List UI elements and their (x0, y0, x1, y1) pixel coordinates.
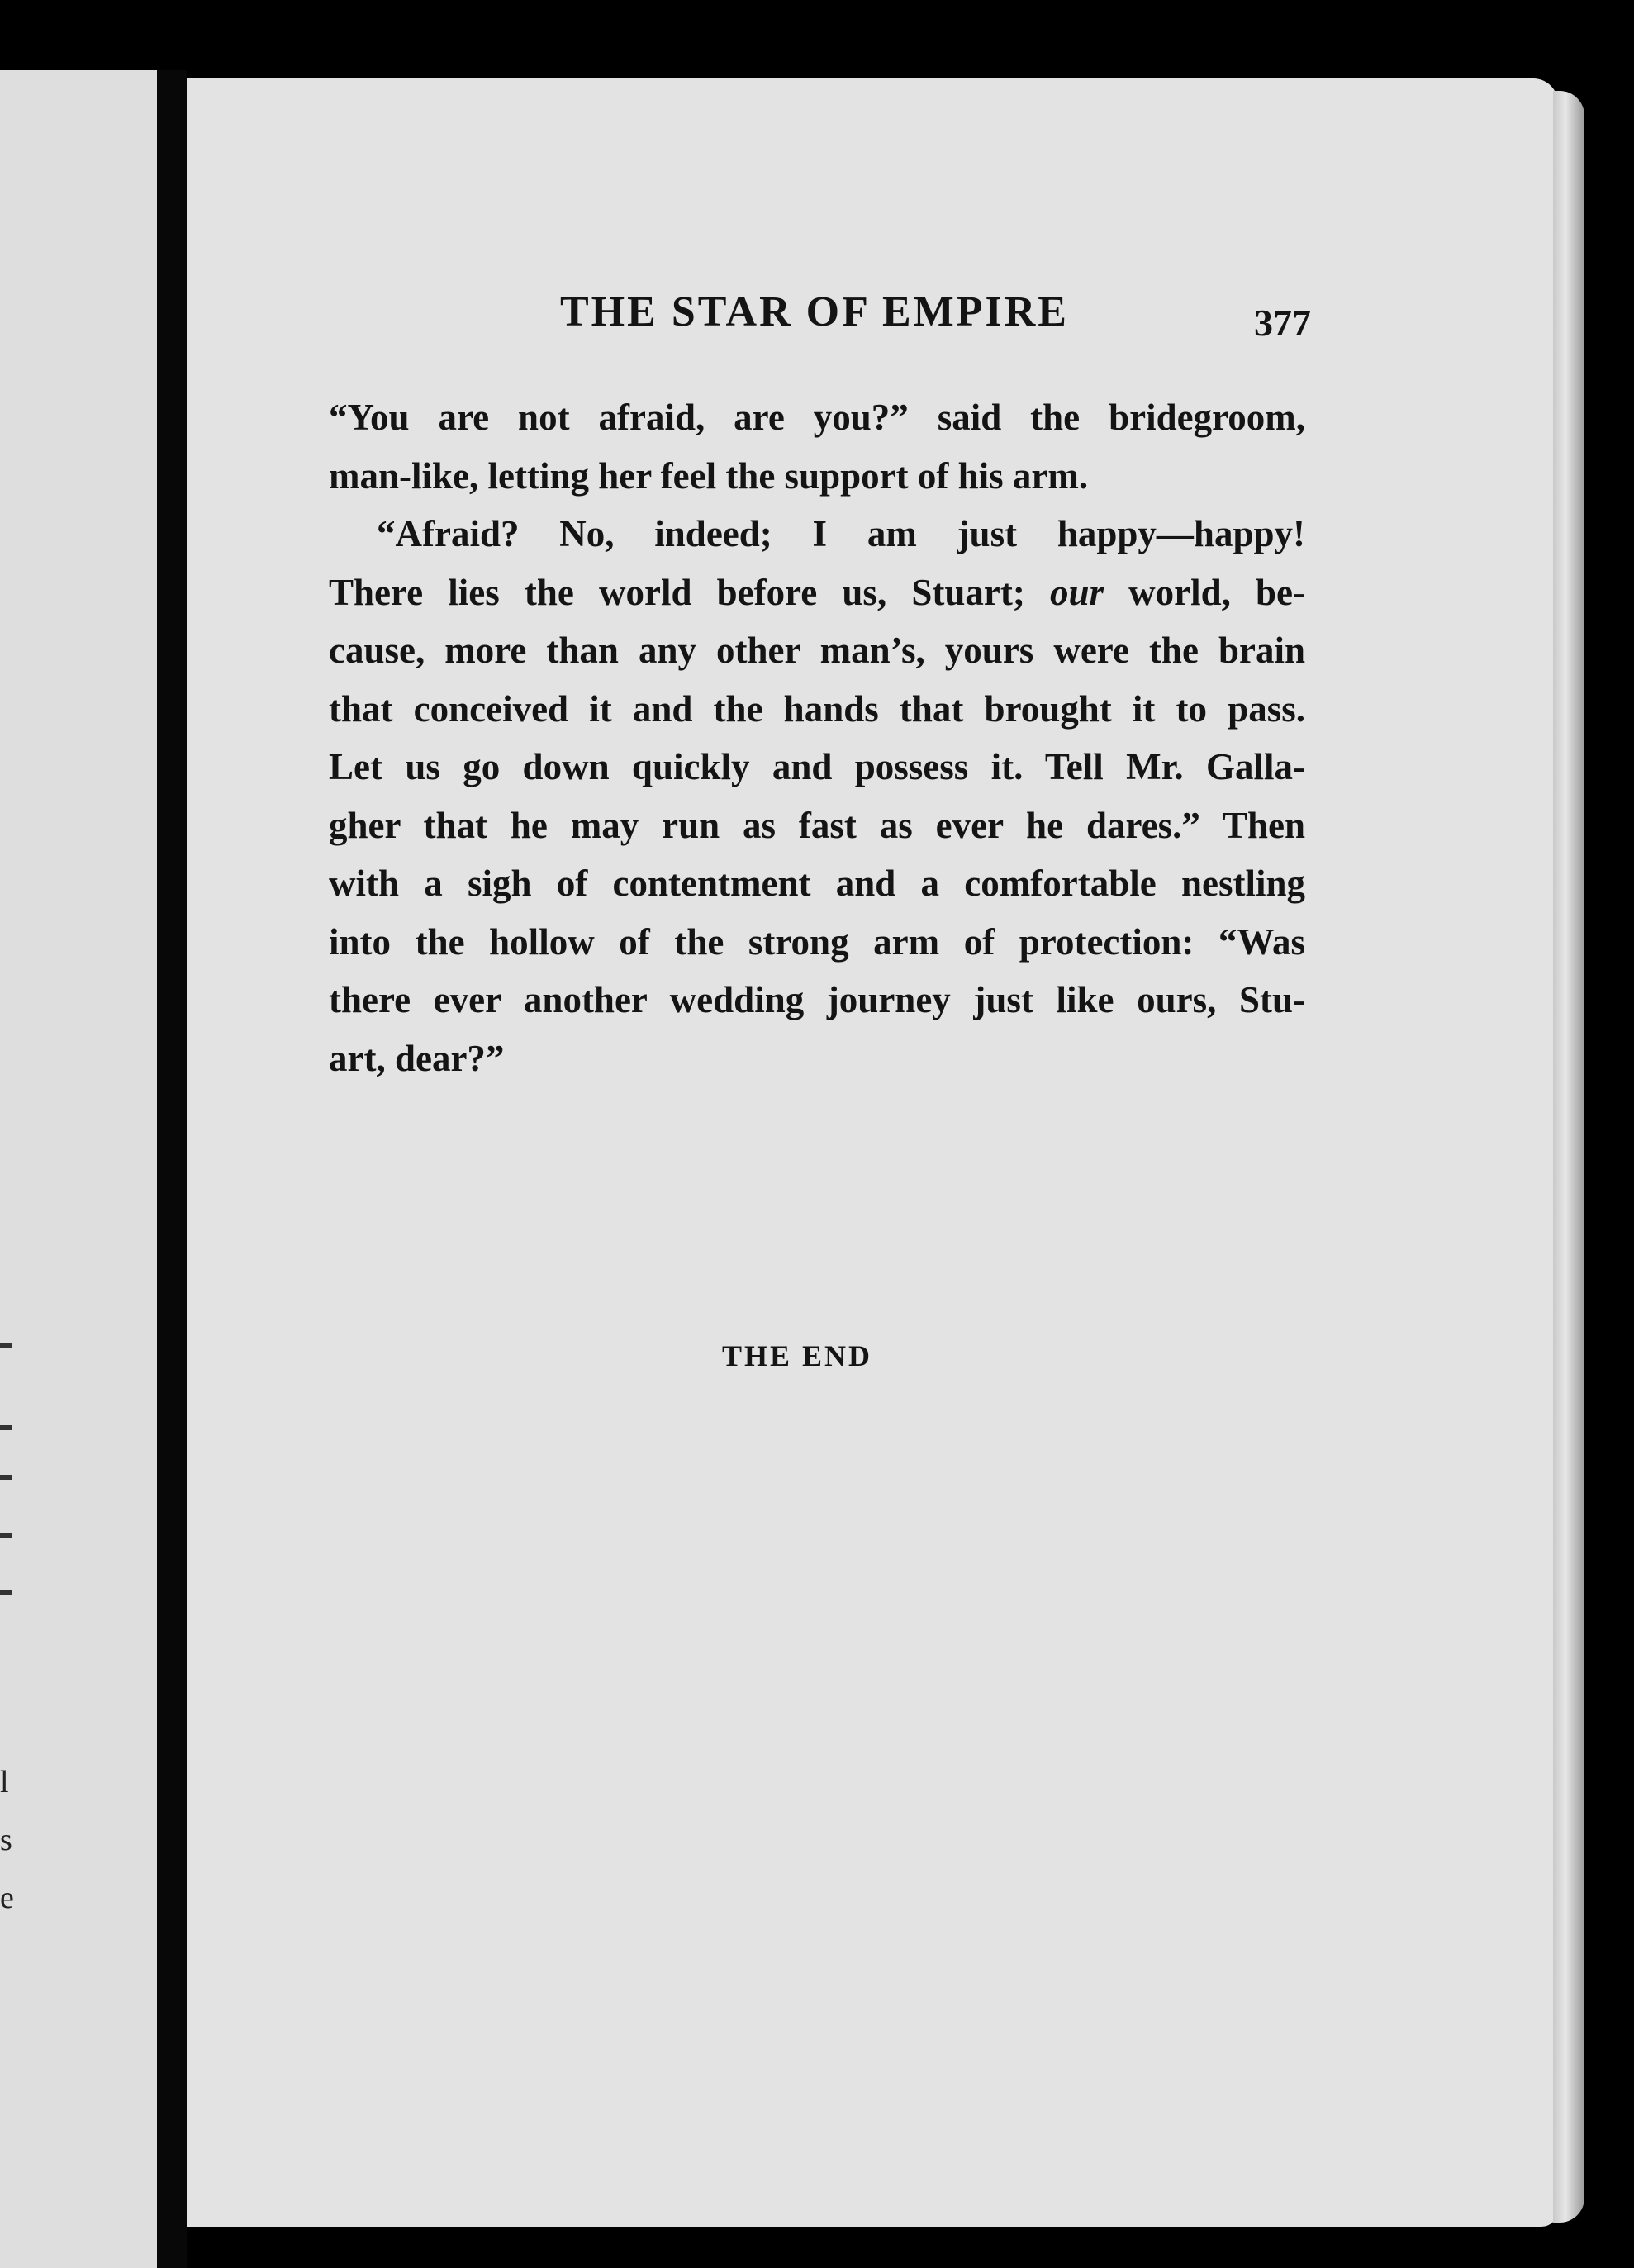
text-line: “You are not afraid, are you?” said the bridegroom, (329, 397, 1305, 438)
facing-page-letter: s (0, 1823, 12, 1857)
facing-page-letter: e (0, 1880, 14, 1915)
body-text (329, 388, 1305, 1087)
text-line: Let us go down quickly and possess it. Tell Mr. Galla- (329, 746, 1305, 787)
page-fore-edge (1553, 91, 1584, 2223)
page-number: 377 (1254, 302, 1311, 344)
the-end-mark: THE END (722, 1339, 873, 1372)
text-line: “Afraid? No, indeed; I am just happy—happy! (377, 513, 1305, 554)
facing-page-letter: l (0, 1765, 9, 1800)
text-line: man-like, letting her feel the support of his arm. (329, 454, 1089, 497)
running-header (0, 288, 1634, 354)
facing-page-punctuation (0, 1425, 12, 1430)
text-line: cause, more than any other man’s, yours were the brain (329, 630, 1305, 671)
running-title: THE STAR OF EMPIRE (560, 288, 1069, 335)
facing-page-punctuation (0, 1533, 12, 1538)
text-line: gher that he may run as fast as ever he dares.” Then (329, 804, 1305, 846)
italic-word: our (1049, 571, 1104, 613)
text-line: with a sigh of contentment and a comfortable nestling (329, 863, 1305, 904)
book-spine (157, 70, 187, 2268)
text-line: that conceived it and the hands that brought it to pass. (329, 687, 1305, 730)
facing-page-punctuation (0, 1475, 12, 1480)
text-line: there ever another wedding journey just like ours, Stu- (329, 979, 1305, 1020)
facing-page-punctuation (0, 1590, 12, 1595)
text-line-part: There lies the world before us, Stuart; (329, 571, 1025, 613)
text-line: art, dear?” (329, 1037, 505, 1079)
facing-page-edge (0, 70, 157, 2268)
text-line (329, 563, 1305, 622)
text-line: into the hollow of the strong arm of protection: “Was (329, 920, 1305, 963)
facing-page-punctuation (0, 1343, 12, 1348)
text-line-part: world, be- (1128, 571, 1306, 613)
